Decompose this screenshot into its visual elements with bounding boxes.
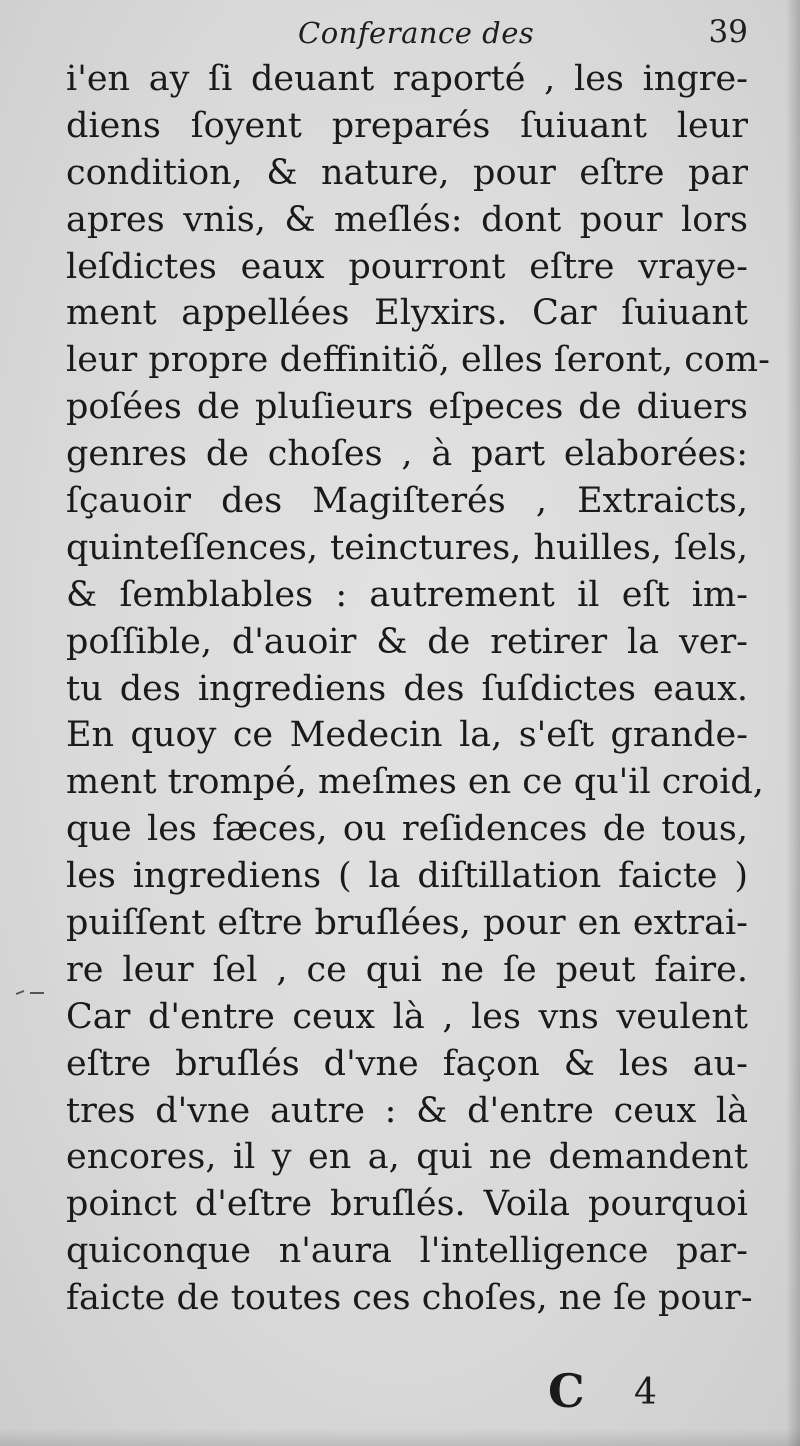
page-edge-shadow [786, 0, 800, 1446]
page-bottom-shadow [0, 1428, 800, 1446]
text-line: ment appellées Elyxirs. Car ſuiuant [66, 293, 748, 334]
text-line: leſdictes eaux pourront eſtre vraye- [66, 246, 748, 287]
page-header [0, 12, 800, 60]
text-line: i'en ay ſi deuant raporté , les ingre- [66, 59, 748, 99]
text-line: condition, & nature, pour eſtre par [66, 152, 748, 193]
text-line: les ingrediens ( la diſtillation faicte ) [66, 856, 748, 897]
body-text [66, 56, 770, 1322]
text-line: ſçauoir des Magiſterés , Extraicts, [66, 481, 748, 522]
text-line: apres vnis, & meſlés: dont pour lors [66, 199, 748, 240]
text-line: poſſible, d'auoir & de retirer la ver- [66, 621, 748, 662]
text-line: ment trompé, meſmes en ce qu'il croid, [66, 762, 764, 803]
text-line: faicte de toutes ces choſes, ne ſe pour- [66, 1278, 753, 1319]
text-line: poſées de pluſieurs eſpeces de diuers [66, 387, 748, 428]
text-line: poinct d'eſtre bruſlés. Voila pourquoi [66, 1184, 748, 1225]
text-line: re leur ſel , ce qui ne ſe peut faire. [66, 949, 748, 990]
text-line: & ſemblables : autrement il eſt im- [66, 574, 748, 615]
text-line: En quoy ce Medecin la, s'eſt grande- [66, 715, 748, 756]
text-line: eſtre bruſlés d'vne façon & les au- [66, 1043, 748, 1084]
text-line: puiſſent eſtre bruſlées, pour en extrai- [66, 903, 748, 944]
text-line: genres de choſes , à part elaborées: [66, 434, 748, 475]
text-line: quiconque n'aura l'intelligence par- [66, 1231, 748, 1272]
text-line: quinteſſences, teinctures, huilles, ſels, [66, 527, 748, 568]
signature-letter: C [548, 1364, 585, 1418]
margin-dash-mark [14, 988, 52, 998]
text-line: tu des ingrediens des ſuſdictes eaux. [66, 668, 748, 709]
text-line: que les fæces, ou reſidences de tous, [66, 809, 748, 850]
page-number: 39 [708, 14, 748, 50]
text-line: diens ſoyent preparés ſuiuant leur [66, 105, 748, 146]
text-line: encores, il y en a, qui ne demandent [66, 1137, 748, 1178]
signature-number: 4 [634, 1372, 657, 1413]
text-line: Car d'entre ceux là , les vns veulent [66, 996, 748, 1037]
text-line: tres d'vne autre : & d'entre ceux là [66, 1090, 748, 1131]
signature-mark [548, 1364, 688, 1424]
running-title: Conferance des [298, 16, 535, 50]
text-line: leur propre deffinitiõ, elles ſeront, com- [66, 340, 770, 381]
